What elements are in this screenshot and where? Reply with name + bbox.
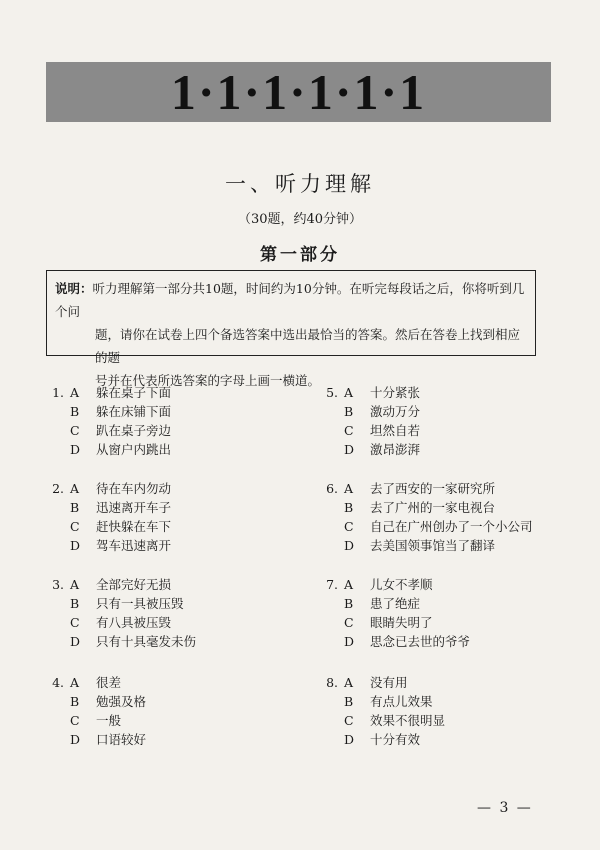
question-5 [320, 383, 580, 459]
section-subtitle: （30题，约40分钟） [237, 212, 363, 227]
option-row[interactable] [320, 479, 580, 498]
option-letter: A [344, 577, 354, 592]
question-number: 1. [52, 385, 64, 400]
option-letter: B [344, 404, 354, 419]
question-number: 5. [326, 385, 338, 400]
option-letter: A [344, 385, 354, 400]
option-row[interactable] [46, 575, 306, 594]
question-3 [46, 575, 306, 651]
instructions-line-2-text: 题，请你在试卷上四个备选答案中选出最恰当的答案。然后在答卷上找到相应的题 [95, 327, 521, 365]
option-text: 自己在广州创办了一个小公司 [370, 519, 533, 534]
option-row[interactable] [46, 383, 306, 402]
option-letter: D [344, 442, 355, 457]
question-2 [46, 479, 306, 555]
question-6 [320, 479, 580, 555]
option-text: 坦然自若 [370, 423, 421, 438]
option-row[interactable] [320, 613, 580, 632]
option-letter: C [344, 423, 354, 438]
option-text: 口语较好 [96, 732, 147, 747]
option-text: 激昂澎湃 [370, 442, 421, 457]
option-row[interactable] [46, 402, 306, 421]
option-row[interactable] [320, 517, 580, 536]
option-text: 只有十具毫发未伤 [96, 634, 197, 649]
question-7 [320, 575, 580, 651]
banner-text: 1·1·1·1·1·1 [170, 64, 427, 120]
option-text: 十分有效 [370, 732, 421, 747]
option-letter: C [344, 615, 354, 630]
option-row[interactable] [46, 711, 306, 730]
option-letter: D [70, 634, 81, 649]
option-letter: C [70, 615, 80, 630]
option-text: 从窗户内跳出 [96, 442, 172, 457]
option-letter: A [70, 675, 80, 690]
option-letter: B [70, 596, 80, 611]
option-text: 效果不很明显 [370, 713, 446, 728]
option-letter: C [344, 519, 354, 534]
option-text: 患了绝症 [370, 596, 421, 611]
instructions-line-1: 听力理解第一部分共10题，时间约为10分钟。在听完每段话之后，你将听到几个问 [55, 281, 525, 319]
option-text: 躲在桌子下面 [96, 385, 172, 400]
option-row[interactable] [320, 383, 580, 402]
question-number: 7. [326, 577, 338, 592]
option-letter: B [70, 694, 80, 709]
option-text: 儿女不孝顺 [370, 577, 433, 592]
option-letter: C [70, 519, 80, 534]
option-text: 迅速离开车子 [96, 500, 172, 515]
option-text: 一般 [96, 713, 122, 728]
option-row[interactable] [46, 673, 306, 692]
option-letter: B [344, 596, 354, 611]
option-row[interactable] [320, 730, 580, 749]
option-text: 眼睛失明了 [370, 615, 433, 630]
option-row[interactable] [46, 536, 306, 555]
option-letter: A [70, 577, 80, 592]
option-row[interactable] [320, 632, 580, 651]
option-row[interactable] [46, 692, 306, 711]
option-text: 思念已去世的爷爷 [370, 634, 471, 649]
option-letter: A [70, 481, 80, 496]
option-text: 去美国领事馆当了翻译 [370, 538, 496, 553]
option-row[interactable] [46, 613, 306, 632]
option-text: 只有一具被压毁 [96, 596, 184, 611]
option-letter: B [70, 500, 80, 515]
option-row[interactable] [320, 440, 580, 459]
instructions-box [46, 270, 536, 388]
option-letter: B [344, 500, 354, 515]
option-row[interactable] [320, 536, 580, 555]
part-title: 第一部分 [260, 245, 340, 265]
option-letter: D [344, 538, 355, 553]
option-row[interactable] [46, 479, 306, 498]
chapter-banner [46, 62, 551, 122]
option-text: 躲在床铺下面 [96, 404, 172, 419]
option-text: 有点儿效果 [370, 694, 433, 709]
option-row[interactable] [46, 440, 306, 459]
option-letter: A [344, 675, 354, 690]
question-number: 2. [52, 481, 64, 496]
option-letter: D [70, 732, 81, 747]
option-text: 全部完好无损 [96, 577, 172, 592]
option-row[interactable] [320, 421, 580, 440]
instructions-line-2 [55, 323, 527, 369]
option-letter: D [70, 442, 81, 457]
option-letter: D [344, 732, 355, 747]
instructions-line-3: 号并在代表所选答案的字母上画一横道。 [95, 373, 321, 388]
page-number: — 3 — [477, 800, 533, 816]
option-row[interactable] [46, 421, 306, 440]
option-letter: B [344, 694, 354, 709]
question-8 [320, 673, 580, 749]
option-row[interactable] [46, 730, 306, 749]
option-letter: D [344, 634, 355, 649]
option-row[interactable] [320, 402, 580, 421]
option-row[interactable] [320, 673, 580, 692]
question-1 [46, 383, 306, 459]
option-letter: B [70, 404, 80, 419]
option-letter: A [344, 481, 354, 496]
option-text: 驾车迅速离开 [96, 538, 172, 553]
option-text: 勉强及格 [96, 694, 147, 709]
option-text: 十分紧张 [370, 385, 421, 400]
section-title: 一、听力理解 [225, 172, 375, 196]
option-text: 待在车内勿动 [96, 481, 172, 496]
question-number: 6. [326, 481, 338, 496]
option-letter: D [70, 538, 81, 553]
option-text: 去了广州的一家电视台 [370, 500, 496, 515]
question-number: 8. [326, 675, 338, 690]
option-text: 有八具被压毁 [96, 615, 172, 630]
option-row[interactable] [46, 517, 306, 536]
option-letter: C [344, 713, 354, 728]
option-row[interactable] [46, 632, 306, 651]
option-row[interactable] [46, 594, 306, 613]
instructions-label: 说明： [55, 281, 93, 296]
option-row[interactable] [46, 498, 306, 517]
option-row[interactable] [320, 575, 580, 594]
option-row[interactable] [320, 498, 580, 517]
option-text: 趴在桌子旁边 [96, 423, 172, 438]
option-text: 没有用 [370, 675, 408, 690]
option-row[interactable] [320, 711, 580, 730]
option-text: 很差 [96, 675, 122, 690]
question-number: 3. [52, 577, 64, 592]
option-text: 赶快躲在车下 [96, 519, 172, 534]
question-number: 4. [52, 675, 64, 690]
option-letter: A [70, 385, 80, 400]
option-letter: C [70, 713, 80, 728]
option-text: 去了西安的一家研究所 [370, 481, 496, 496]
option-row[interactable] [320, 594, 580, 613]
question-4 [46, 673, 306, 749]
option-text: 激动万分 [370, 404, 421, 419]
option-letter: C [70, 423, 80, 438]
option-row[interactable] [320, 692, 580, 711]
